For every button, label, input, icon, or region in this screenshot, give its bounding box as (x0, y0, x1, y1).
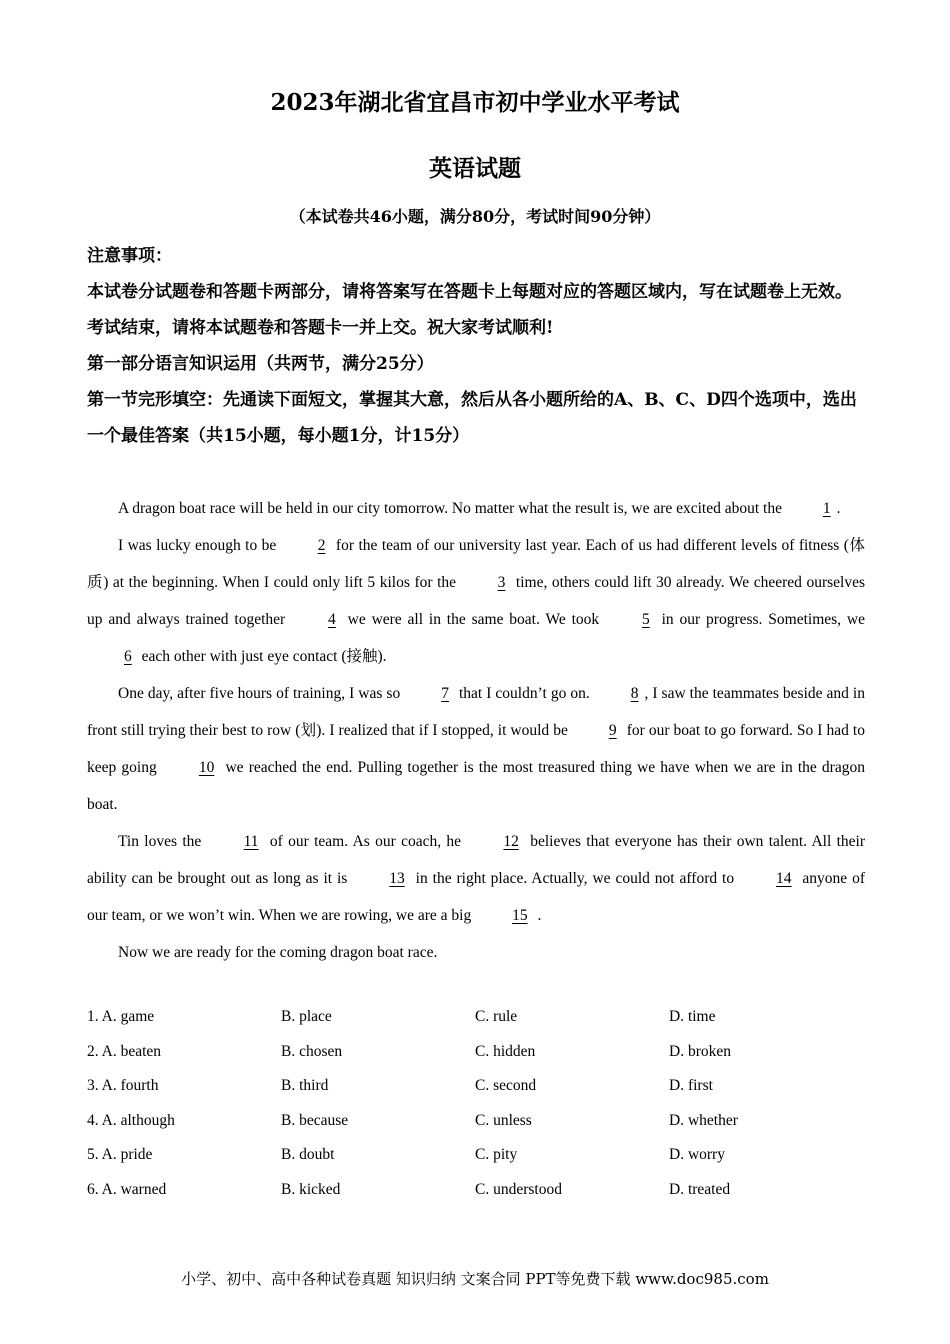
option-c: C. second (475, 1077, 537, 1095)
passage-text: I was lucky enough to be (118, 537, 281, 554)
option-a: 3. A. fourth (87, 1077, 159, 1095)
option-b: B. third (281, 1077, 329, 1095)
blank-11: 11 (243, 833, 259, 850)
option-b: B. chosen (281, 1042, 343, 1060)
passage-text: we reached the end. Pulling together is the most treasured thing we have when we are in the dragon boat. (87, 759, 865, 813)
notes-heading: 注意事项： (87, 246, 172, 266)
passage-text: for our boat to go forward. So I had to keep going (87, 722, 865, 776)
notes-line-2: 考试结束，请将本试题卷和答题卡一并上交。祝大家考试顺利! (87, 318, 554, 338)
part-1-heading: 第一部分语言知识运用（共两节，满分25分） (87, 354, 434, 374)
passage-paragraph-1 (87, 490, 865, 527)
passage-text: One day, after five hours of training, I was so (118, 685, 405, 702)
passage-text: anyone of our team, or we won’t win. When we are rowing, we are a big (87, 870, 865, 924)
blank-13: 13 (389, 870, 405, 887)
passage-text: believes that everyone has their own talent. All their ability can be brought out as long as it is (87, 833, 866, 887)
blank-4: 4 (328, 611, 336, 628)
option-row (87, 1104, 867, 1139)
passage-paragraph-2 (87, 527, 865, 675)
option-d: D. worry (669, 1146, 725, 1164)
passage-text: A dragon boat race will be held in our city tomorrow. No matter what the result is, we are excited about the (118, 500, 786, 517)
option-d: D. first (669, 1077, 713, 1095)
page-footer: 小学、初中、高中各种试卷真题 知识归纳 文案合同 PPT等免费下载 www.doc985.com (181, 1270, 769, 1288)
blank-5: 5 (642, 611, 650, 628)
option-b: B. doubt (281, 1146, 335, 1164)
option-c: C. rule (475, 1008, 518, 1026)
option-b: B. because (281, 1111, 349, 1129)
exam-info: （本试卷共46小题，满分80分，考试时间90分钟） (289, 207, 661, 226)
passage-text: in our progress. Sometimes, we (655, 611, 865, 628)
passage-paragraph-5: Now we are ready for the coming dragon boat race. (118, 944, 438, 961)
option-c: C. hidden (475, 1042, 536, 1060)
passage-text: , I saw the teammates beside and in front still trying their best to row (划). I realized that if I stopped, it would be (87, 685, 865, 739)
passage-text: Tin loves the (118, 833, 207, 850)
option-a: 2. A. beaten (87, 1042, 162, 1060)
passage-text: for the team of our university last year. Each of us had different levels of fitness (体质) at the beginning. When I could only lift 5 kilos for the (87, 537, 865, 591)
passage-text: in the right place. Actually, we could not afford to (410, 870, 739, 887)
blank-9: 9 (608, 722, 617, 739)
option-c: C. understood (475, 1180, 562, 1198)
blank-1: 1 (822, 500, 831, 517)
option-d: D. whether (669, 1111, 738, 1129)
passage-text: each other with just eye contact (接触). (137, 648, 387, 665)
passage-text: . (836, 500, 841, 517)
cloze-passage (87, 490, 865, 971)
passage-paragraph-4 (87, 823, 865, 934)
option-row (87, 1035, 867, 1070)
option-b: B. kicked (281, 1180, 341, 1198)
passage-text: we were all in the same boat. We took (341, 611, 605, 628)
option-c: C. pity (475, 1146, 518, 1164)
blank-3: 3 (497, 574, 506, 591)
option-d: D. broken (669, 1042, 731, 1060)
blank-10: 10 (198, 759, 215, 776)
blank-2: 2 (317, 537, 326, 554)
passage-text: time, others could lift 30 already. We cheered ourselves up and always trained together (87, 574, 865, 628)
blank-12: 12 (503, 833, 519, 850)
answer-options (87, 1000, 867, 1207)
option-row (87, 1000, 867, 1035)
passage-text: that I couldn’t go on. (454, 685, 594, 702)
exam-subject: 英语试题 (429, 155, 521, 182)
option-d: D. treated (669, 1180, 731, 1198)
section-1-instructions: 第一节完形填空：先通读下面短文，掌握其大意，然后从各小题所给的A、B、C、D四个选项中，选出一个最佳答案（共15小题，每小题1分，计15分） (87, 390, 857, 446)
option-b: B. place (281, 1008, 332, 1026)
blank-6: 6 (124, 648, 132, 665)
blank-8: 8 (630, 685, 639, 702)
exam-title: 2023年湖北省宜昌市初中学业水平考试 (270, 89, 680, 116)
option-a: 6. A. warned (87, 1180, 167, 1198)
blank-15: 15 (512, 907, 528, 924)
notes-line-1: 本试卷分试题卷和答题卡两部分，请将答案写在答题卡上每题对应的答题区域内，写在试题卷上无效。 (87, 282, 852, 302)
option-row (87, 1069, 867, 1104)
blank-7: 7 (441, 685, 449, 702)
option-c: C. unless (475, 1111, 532, 1129)
passage-paragraph-3 (87, 675, 865, 823)
passage-text: . (533, 907, 542, 924)
option-row (87, 1138, 867, 1173)
blank-14: 14 (776, 870, 792, 887)
notes-section (87, 238, 865, 454)
option-d: D. time (669, 1008, 716, 1026)
passage-text: of our team. As our coach, he (264, 833, 467, 850)
option-a: 5. A. pride (87, 1146, 153, 1164)
option-a: 4. A. although (87, 1111, 175, 1129)
option-a: 1. A. game (87, 1008, 155, 1026)
option-row (87, 1173, 867, 1208)
